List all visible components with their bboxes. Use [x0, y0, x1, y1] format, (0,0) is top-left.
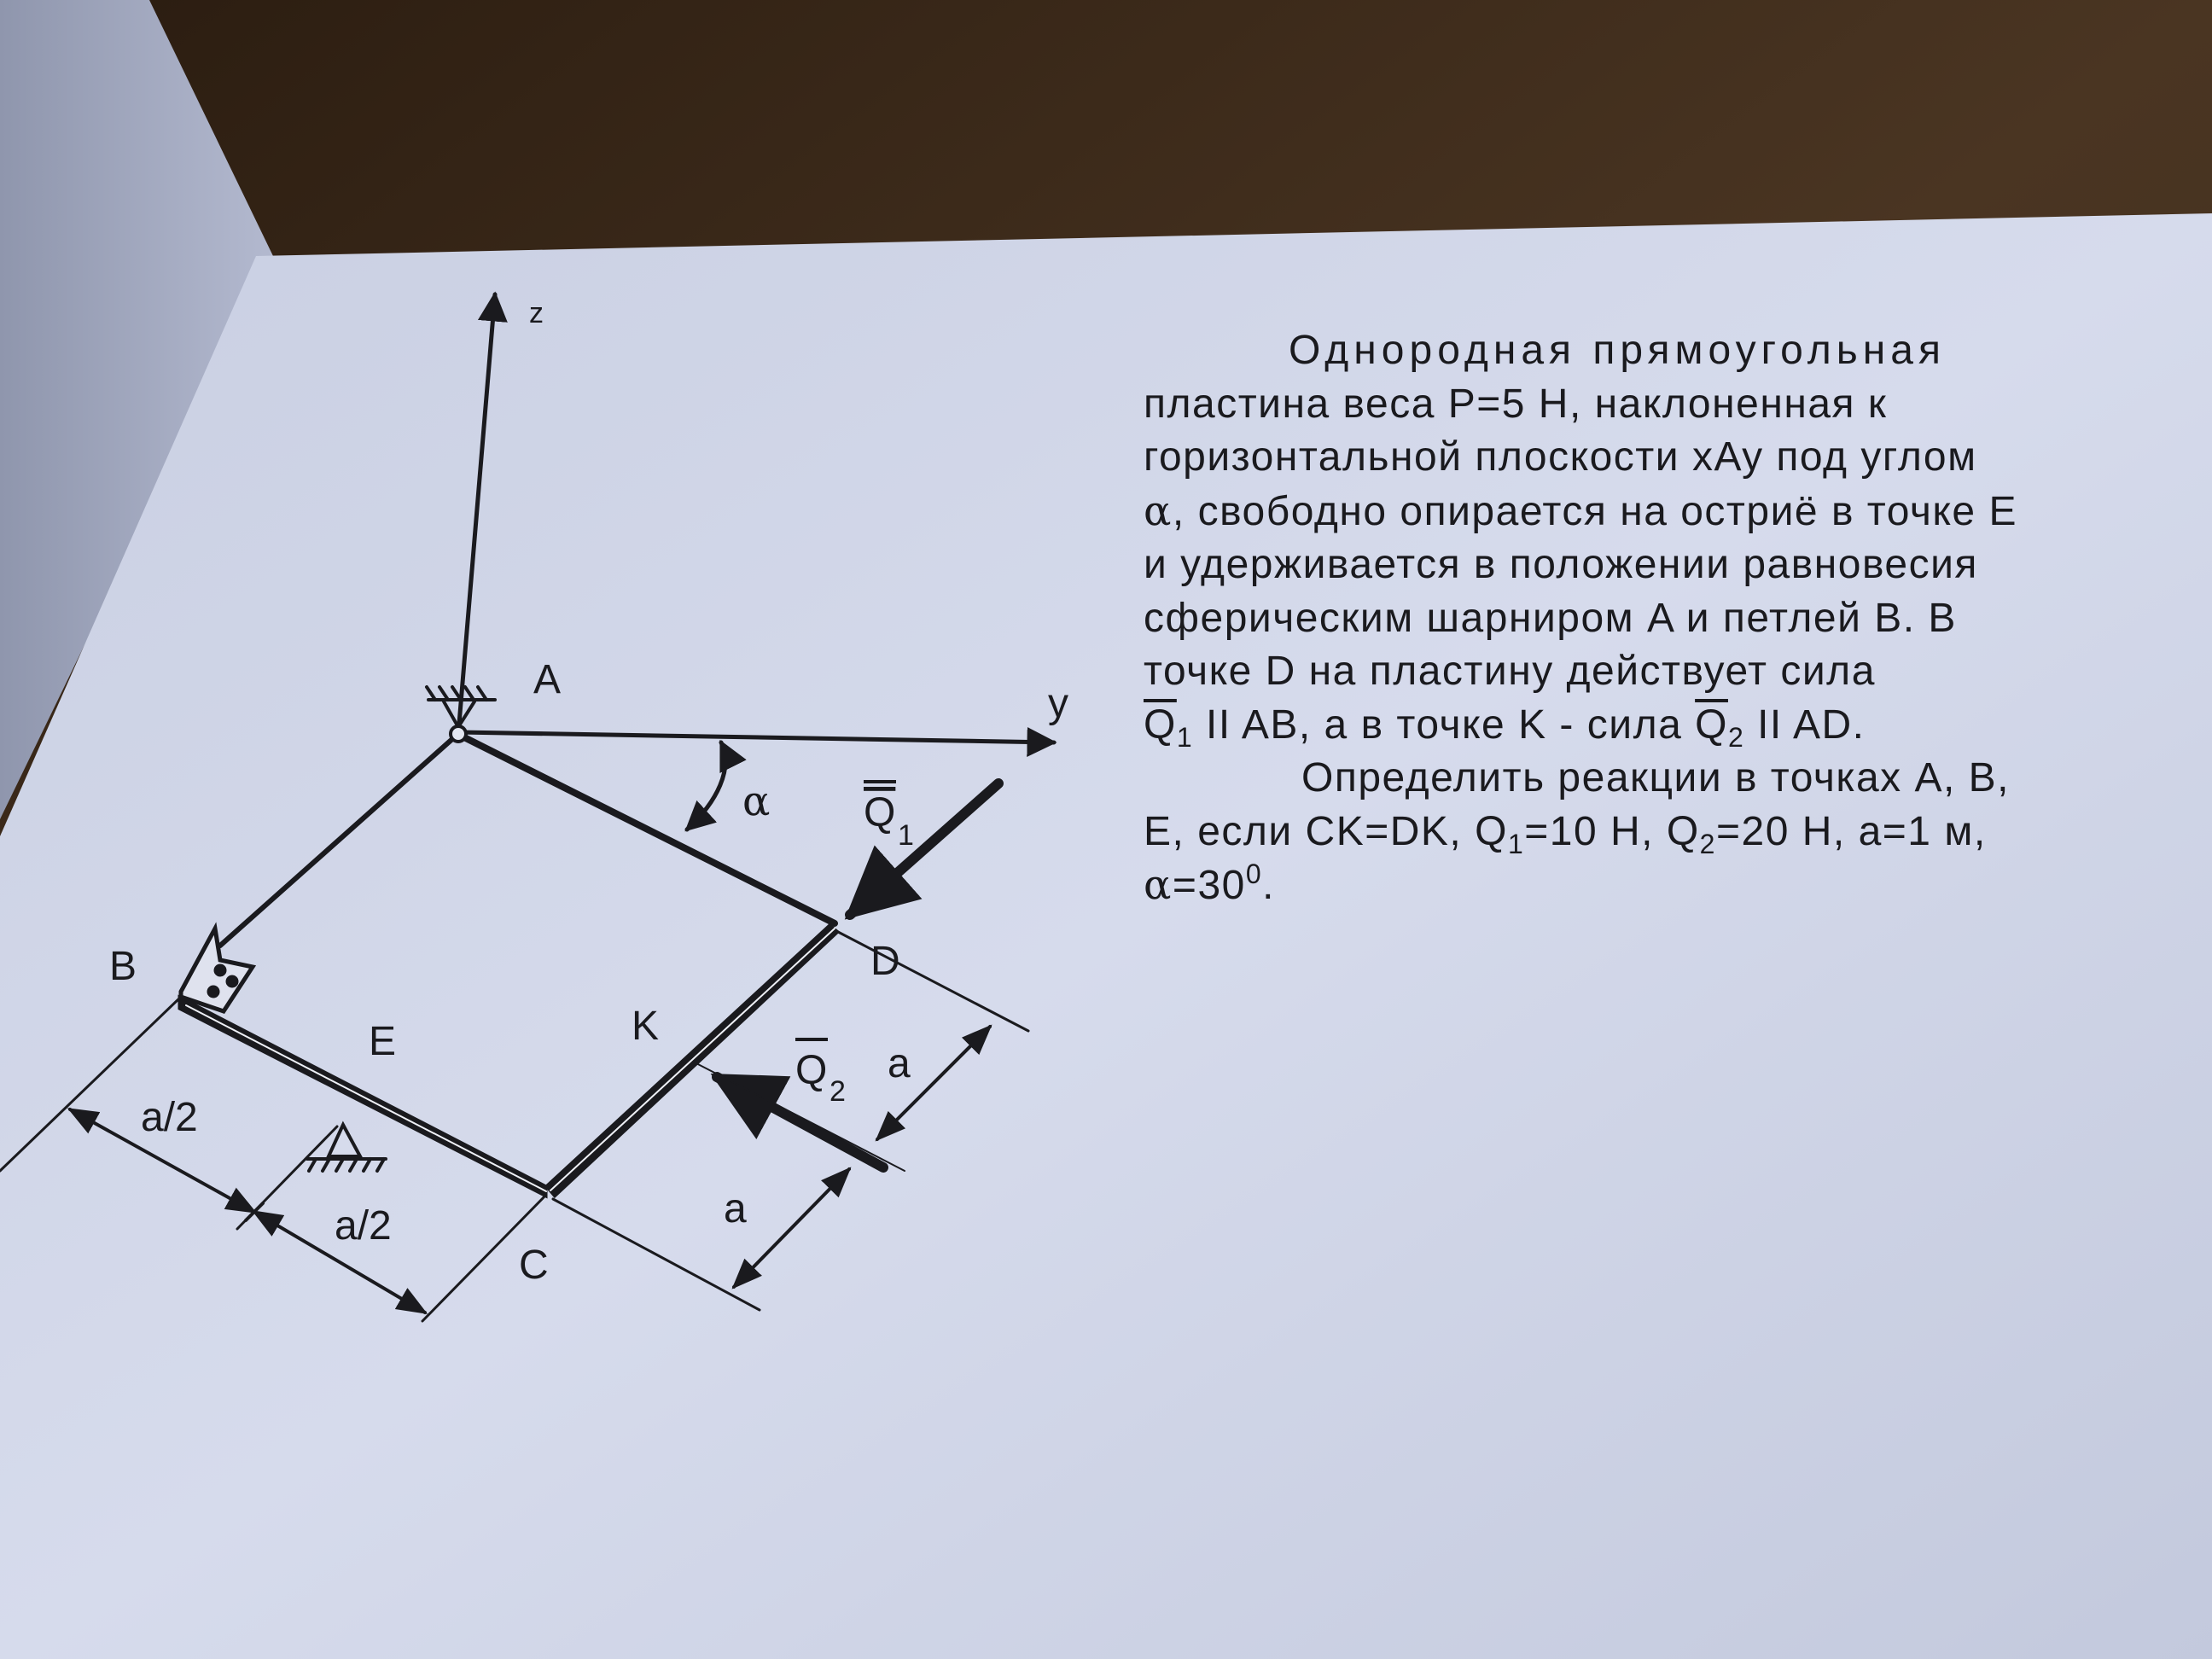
- label-q1-sub: 1: [898, 819, 914, 852]
- problem-statement: [1144, 324, 2193, 913]
- q1-subscript-2: 1: [1507, 828, 1525, 859]
- text-line-8-tail: II AD.: [1757, 701, 1866, 748]
- text-line-2: [1144, 378, 2193, 432]
- text-line-10-part-a: E, если CK=DK, Q: [1144, 808, 1508, 854]
- text-line-5-content: и удерживается в положении равновесия: [1144, 542, 1978, 587]
- q2-subscript-2: 2: [1699, 828, 1716, 859]
- text-line-6: [1144, 592, 2193, 646]
- text-line-4-content: , свободно опирается на остриё в точке E: [1172, 488, 2017, 534]
- text-line-7: [1144, 645, 2193, 699]
- alpha-symbol-2: α: [1144, 861, 1173, 909]
- text-line-11-part-a: =30: [1172, 863, 1246, 908]
- label-q2: Q: [795, 1048, 828, 1093]
- q2-subscript: 2: [1727, 721, 1745, 753]
- text-line-9-content: Определить реакции в точках A, B,: [1301, 755, 2011, 800]
- alpha-symbol: α: [1144, 486, 1173, 535]
- label-dim-a-1: a: [888, 1041, 911, 1086]
- q1-symbol: $\overline{Q}$: [1144, 701, 1177, 748]
- text-line-10-part-c: =20 Н, a=1 м,: [1715, 808, 1987, 854]
- label-k: K: [632, 1004, 660, 1049]
- text-line-3-content: горизонтальной плоскости xAy под углом: [1144, 434, 1977, 480]
- degree-superscript: 0: [1245, 859, 1263, 889]
- label-dim-a-2: a: [724, 1186, 747, 1231]
- label-a: A: [533, 657, 562, 702]
- label-b: B: [109, 944, 137, 989]
- label-dim-half-2: a/2: [335, 1203, 392, 1249]
- text-line-10: [1144, 806, 2193, 859]
- text-line-10-part-b: =10 Н, Q: [1524, 808, 1700, 854]
- label-alpha: α: [742, 777, 771, 825]
- label-q2-sub: 2: [830, 1075, 846, 1108]
- label-c: C: [519, 1243, 549, 1288]
- label-z: z: [529, 297, 544, 329]
- text-line-1-content: Однородная прямоугольная: [1289, 328, 1946, 373]
- text-line-5: [1144, 538, 2193, 592]
- text-line-8: [1144, 699, 2193, 753]
- text-line-11-part-b: .: [1262, 863, 1275, 908]
- text-line-4: [1144, 485, 2193, 539]
- label-d: D: [870, 939, 900, 984]
- text-line-2-content: пластина веса P=5 Н, наклоненная к: [1144, 381, 1888, 427]
- label-dim-half-1: a/2: [141, 1095, 198, 1140]
- label-q1: Q: [864, 790, 896, 835]
- q1-subscript: 1: [1176, 721, 1194, 753]
- label-e: E: [369, 1019, 397, 1064]
- text-line-11: [1144, 859, 2193, 913]
- text-line-8-content: II AB, а в точке K - сила: [1205, 701, 1683, 748]
- text-line-9: [1144, 752, 2193, 806]
- text-line-3: [1144, 431, 2193, 485]
- text-line-6-content: сферическим шарниром A и петлей B. В: [1144, 595, 1957, 641]
- text-line-1: [1144, 324, 2193, 378]
- text-line-7-content: точке D на пластину действует сила: [1144, 649, 1876, 694]
- q2-symbol: $\overline{Q}$: [1695, 701, 1728, 748]
- label-y: y: [1048, 681, 1068, 726]
